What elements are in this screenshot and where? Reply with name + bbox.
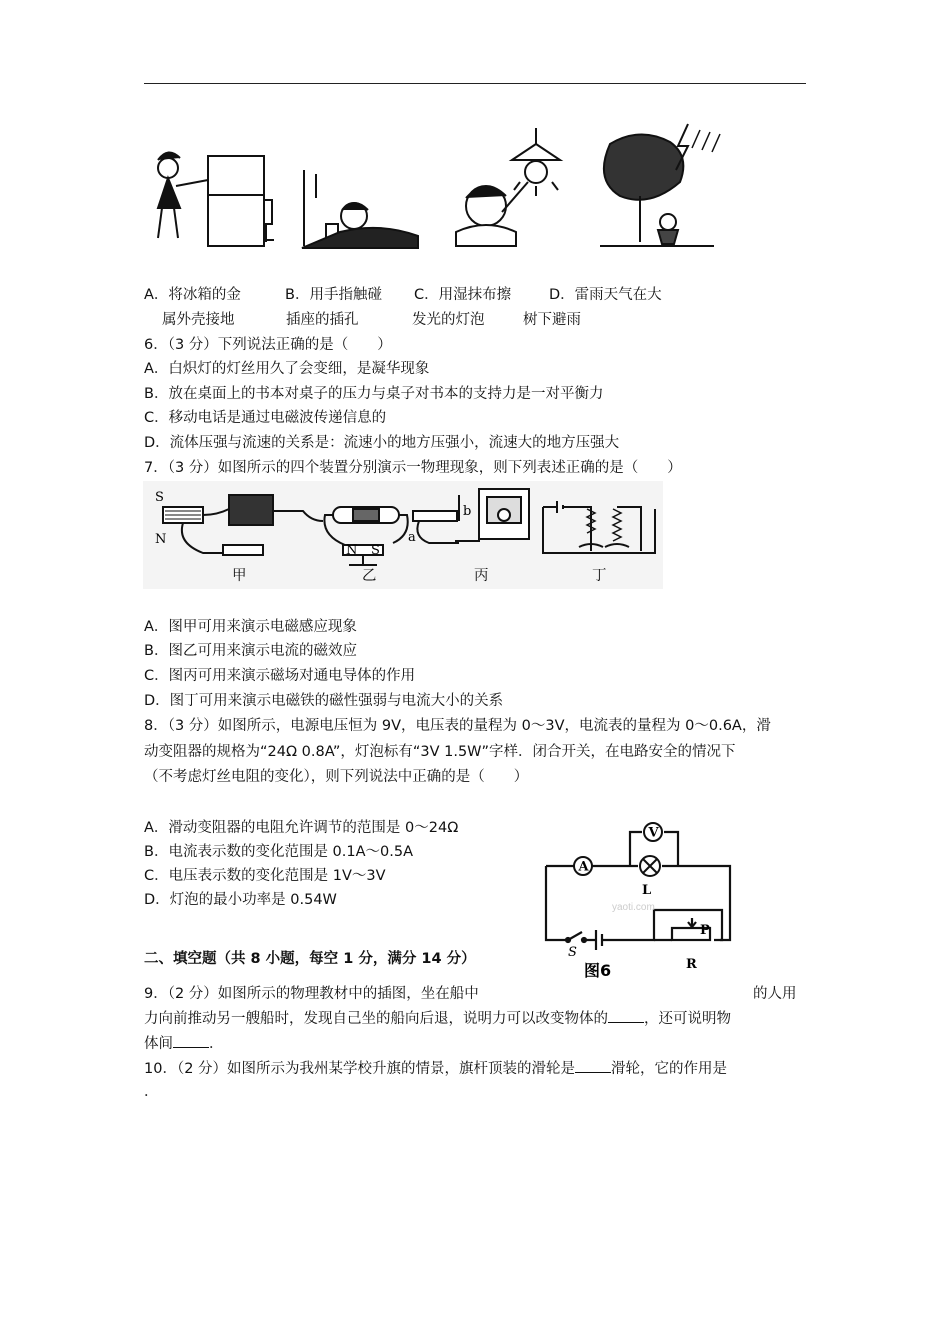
q7-stem: 7．（3 分）如图所示的四个装置分别演示一物理现象，则下列表述正确的是（ ） <box>144 460 682 476</box>
q5-option-c-line1: C．用湿抹布擦 <box>414 287 512 303</box>
q8-ammeter-symbol: A <box>578 859 589 875</box>
q8-watermark: yaoti.com <box>612 902 655 913</box>
q9-line1-right: 的人用 <box>753 986 797 1002</box>
storm-tree-image <box>600 124 720 246</box>
q8-slider-label: P <box>700 923 710 938</box>
q6-stem: 6．（3 分）下列说法正确的是（ ） <box>144 337 392 353</box>
q9-line2 <box>144 1008 731 1029</box>
q8-stem-line3: （不考虑灯丝电阻的变化），则下列说法中正确的是（ ） <box>144 769 529 785</box>
q9-line1-left: 9．（2 分）如图所示的物理教材中的插图，坐在船中 <box>144 986 479 1002</box>
q10-line1-text-a: 10．（2 分）如图所示为我州某学校升旗的情景，旗杆顶装的滑轮是 <box>144 1061 576 1077</box>
q7-option-b: B．图乙可用来演示电流的磁效应 <box>144 643 357 659</box>
q9-line2-text-a: 力向前推动另一艘船时，发现自己坐的船向后退，说明力可以改变物体的 <box>144 1011 608 1027</box>
q8-option-b: B．电流表示数的变化范围是 0.1A～0.5A <box>144 844 414 860</box>
q7-a-label: a <box>408 530 416 545</box>
q7-label-ding: 丁 <box>592 568 607 584</box>
q5-option-c-line2: 发光的灯泡 <box>412 312 485 328</box>
q5-option-b-line1: B．用手指触碰 <box>285 287 382 303</box>
q8-figure-caption: 图6 <box>584 961 612 980</box>
q7-option-d: D．图丁可用来演示电磁铁的磁性强弱与电流大小的关系 <box>144 693 504 709</box>
q9-blank-2[interactable] <box>173 1033 209 1048</box>
q8-circuit-diagram <box>540 820 740 980</box>
q7-label-jia: 甲 <box>232 568 247 584</box>
fridge-girl-image <box>158 152 274 246</box>
q8-lamp-label: L <box>642 883 652 898</box>
q6-option-d: D．流体压强与流速的关系是：流速小的地方压强小，流速大的地方压强大 <box>144 435 620 451</box>
socket-boy-image <box>302 170 418 248</box>
q9-line3-text-b: ． <box>209 1036 224 1052</box>
q8-stem-line1: 8．（3 分）如图所示，电源电压恒为 9V，电压表的量程为 0～3V，电流表的量程为 0～0.6A，滑 <box>144 718 771 734</box>
q9-line2-text-b: ，还可说明物 <box>644 1011 731 1027</box>
q10-line1-text-b: 滑轮，它的作用是 <box>611 1061 728 1077</box>
q7-option-c: C．图丙可用来演示磁场对通电导体的作用 <box>144 668 416 684</box>
q8-voltmeter-symbol: V <box>648 825 659 841</box>
q6-option-a: A．白炽灯的灯丝用久了会变细，是凝华现象 <box>144 361 430 377</box>
q10-line1 <box>144 1058 727 1079</box>
q7-apparatus-figure <box>143 481 663 589</box>
q7-magnet-n-label: N <box>346 543 358 558</box>
lamp-boy-image <box>456 128 560 246</box>
q9-line3 <box>144 1033 224 1054</box>
q7-magnet-s-label: S <box>371 543 380 558</box>
q8-option-c: C．电压表示数的变化范围是 1V～3V <box>144 868 386 884</box>
q5-option-d-line1: D．雷雨天气在大 <box>549 287 662 303</box>
q8-option-a: A．滑动变阻器的电阻允许调节的范围是 0～24Ω <box>144 820 459 836</box>
q9-blank-1[interactable] <box>608 1008 644 1023</box>
q7-s-label: S <box>155 490 164 505</box>
q5-illustrations <box>140 120 740 255</box>
q7-label-bing: 丙 <box>474 568 489 584</box>
q10-blank-1[interactable] <box>575 1058 611 1073</box>
q7-n-label: N <box>155 532 167 547</box>
q7-option-a: A．图甲可用来演示电磁感应现象 <box>144 619 357 635</box>
q8-resistor-label: R <box>686 957 697 972</box>
q8-stem-line2: 动变阻器的规格为“24Ω 0.8A”，灯泡标有“3V 1.5W”字样．闭合开关，在电路安全的情况下 <box>144 744 736 760</box>
q8-switch-label: S <box>568 945 577 960</box>
q10-line2: ． <box>144 1084 159 1100</box>
q7-b-label: b <box>463 504 472 519</box>
q5-option-a-line1: A．将冰箱的金 <box>144 287 241 303</box>
q9-line3-text-a: 体间 <box>144 1036 173 1052</box>
q5-option-a-line2: 属外壳接地 <box>162 312 235 328</box>
q6-option-c: C．移动电话是通过电磁波传递信息的 <box>144 410 387 426</box>
section2-heading: 二、填空题（共 8 小题，每空 1 分，满分 14 分） <box>144 951 476 967</box>
q5-option-b-line2: 插座的插孔 <box>286 312 359 328</box>
q6-option-b: B．放在桌面上的书本对桌子的压力与桌子对书本的支持力是一对平衡力 <box>144 386 604 402</box>
q8-option-d: D．灯泡的最小功率是 0.54W <box>144 892 337 908</box>
header-rule <box>144 83 806 84</box>
q5-option-d-line2: 树下避雨 <box>523 312 581 328</box>
q7-label-yi: 乙 <box>362 568 377 584</box>
